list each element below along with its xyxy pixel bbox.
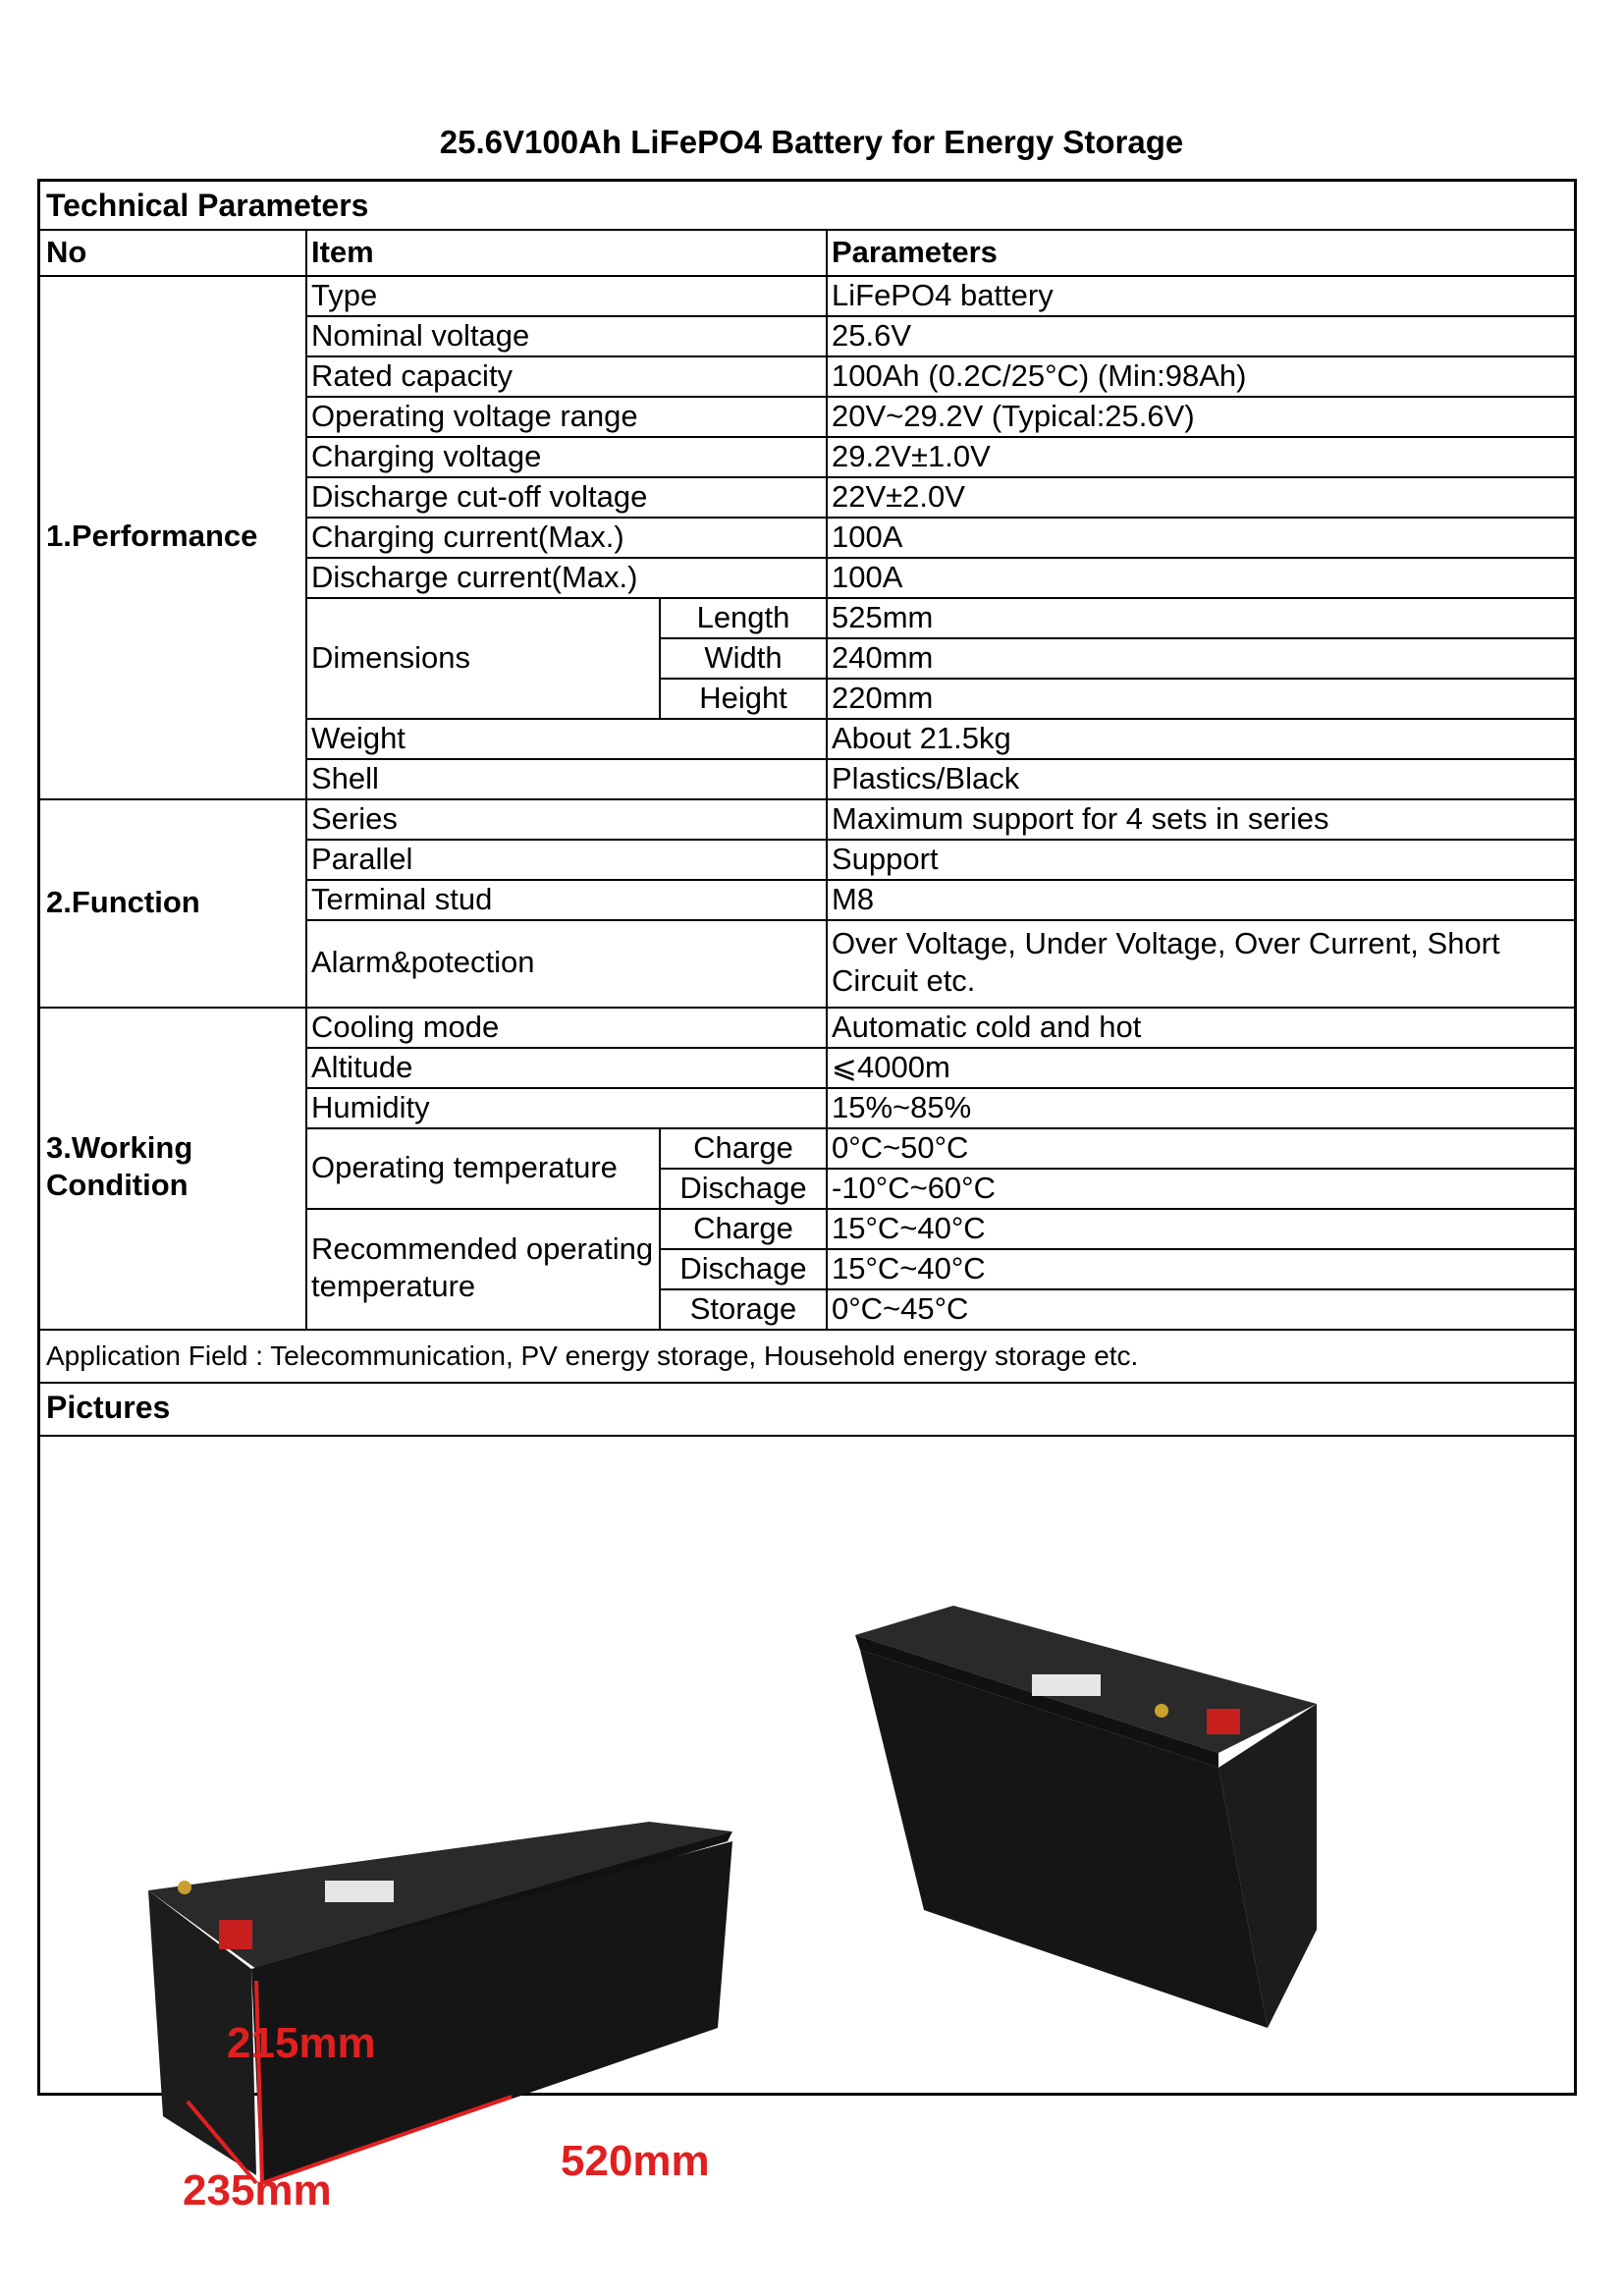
- dimension-height-value: 220mm: [832, 681, 934, 715]
- height-dimension-label: 215mm: [227, 2019, 376, 2067]
- item-shell: Shell: [311, 761, 379, 795]
- column-divider: [826, 229, 828, 1329]
- terminal-icon: [178, 1881, 191, 1894]
- row-divider: [40, 275, 1574, 277]
- item-series: Series: [311, 801, 398, 836]
- row-divider: [305, 1047, 1574, 1049]
- battery-label-sticker: [1032, 1674, 1101, 1696]
- row-divider: [659, 1168, 1574, 1170]
- rec-temp-charge-label: Charge: [693, 1211, 793, 1245]
- column-divider: [305, 229, 307, 1329]
- value-type: LiFePO4 battery: [832, 278, 1054, 312]
- row-divider: [305, 597, 1574, 599]
- item-dimensions: Dimensions: [311, 640, 470, 675]
- row-divider: [305, 758, 1574, 760]
- row-divider: [305, 1087, 1574, 1089]
- row-divider: [305, 396, 1574, 398]
- item-terminal-stud: Terminal stud: [311, 882, 493, 916]
- battery-photo: [806, 1537, 1395, 2087]
- value-shell: Plastics/Black: [832, 761, 1020, 795]
- row-divider: [305, 557, 1574, 559]
- row-divider: [659, 637, 1574, 639]
- value-operating-voltage-range: 20V~29.2V (Typical:25.6V): [832, 399, 1195, 433]
- row-divider: [305, 315, 1574, 317]
- group-working-condition: 3.Working Condition: [46, 1130, 193, 1202]
- item-cooling-mode: Cooling mode: [311, 1010, 500, 1044]
- row-divider: [305, 355, 1574, 357]
- value-discharge-cutoff-voltage: 22V±2.0V: [832, 479, 965, 514]
- row-divider: [659, 1288, 1574, 1290]
- value-terminal-stud: M8: [832, 882, 875, 916]
- item-type: Type: [311, 278, 378, 312]
- row-divider: [659, 1248, 1574, 1250]
- terminal-cap-icon: [219, 1920, 252, 1949]
- value-weight: About 21.5kg: [832, 721, 1011, 755]
- value-altitude: ⩽4000m: [832, 1050, 950, 1084]
- column-header-no: No: [46, 235, 87, 269]
- row-divider: [305, 1127, 1574, 1129]
- item-humidity: Humidity: [311, 1090, 430, 1124]
- value-humidity: 15%~85%: [832, 1090, 972, 1124]
- battery-photo-dimensioned: [129, 1596, 806, 2254]
- item-operating-voltage-range: Operating voltage range: [311, 399, 638, 433]
- op-temp-charge-label: Charge: [693, 1130, 793, 1165]
- value-charging-voltage: 29.2V±1.0V: [832, 439, 991, 473]
- item-discharge-current: Discharge current(Max.): [311, 560, 638, 594]
- terminal-cap-icon: [1207, 1709, 1240, 1734]
- group-performance: 1.Performance: [46, 519, 258, 553]
- battery-label-sticker: [325, 1881, 394, 1902]
- row-divider: [305, 718, 1574, 720]
- item-recommended-temperature-line2: temperature: [311, 1269, 476, 1303]
- op-temp-discharge-value: -10°C~60°C: [832, 1171, 996, 1205]
- row-divider: [40, 229, 1574, 231]
- column-header-parameters: Parameters: [832, 235, 998, 269]
- value-nominal-voltage: 25.6V: [832, 318, 912, 353]
- row-divider: [305, 839, 1574, 841]
- value-cooling-mode: Automatic cold and hot: [832, 1010, 1142, 1044]
- value-series: Maximum support for 4 sets in series: [832, 801, 1329, 836]
- row-divider: [40, 1007, 1574, 1009]
- value-charging-current: 100A: [832, 519, 903, 554]
- item-charging-current: Charging current(Max.): [311, 519, 624, 554]
- group-function: 2.Function: [46, 885, 200, 919]
- value-rated-capacity: 100Ah (0.2C/25°C) (Min:98Ah): [832, 358, 1247, 393]
- op-temp-charge-value: 0°C~50°C: [832, 1130, 969, 1165]
- row-divider: [305, 436, 1574, 438]
- column-header-item: Item: [311, 235, 374, 269]
- length-dimension-label: 520mm: [561, 2137, 710, 2185]
- rec-temp-storage-value: 0°C~45°C: [832, 1291, 969, 1326]
- row-divider: [40, 1435, 1574, 1437]
- item-parallel: Parallel: [311, 842, 413, 876]
- dimension-width-value: 240mm: [832, 640, 934, 675]
- pictures-header: Pictures: [46, 1390, 171, 1425]
- rec-temp-storage-label: Storage: [689, 1291, 797, 1326]
- value-parallel: Support: [832, 842, 939, 876]
- item-rated-capacity: Rated capacity: [311, 358, 514, 393]
- item-alarm-protection: Alarm&potection: [311, 945, 535, 979]
- item-altitude: Altitude: [311, 1050, 413, 1084]
- page-title: 25.6V100Ah LiFePO4 Battery for Energy Storage: [439, 124, 1184, 160]
- spec-sheet: [37, 179, 1577, 2214]
- row-divider: [305, 919, 1574, 921]
- row-divider: [40, 798, 1574, 800]
- row-divider: [305, 517, 1574, 519]
- value-alarm-protection-line1: Over Voltage, Under Voltage, Over Current, Short: [832, 926, 1500, 960]
- op-temp-discharge-label: Dischage: [679, 1171, 807, 1205]
- row-divider: [40, 1382, 1574, 1384]
- rec-temp-charge-value: 15°C~40°C: [832, 1211, 986, 1245]
- dimension-width-label: Width: [704, 640, 783, 675]
- row-divider: [40, 1329, 1574, 1331]
- application-field: Application Field : Telecommunication, PV energy storage, Household energy storage etc.: [46, 1340, 1139, 1371]
- value-alarm-protection-line2: Circuit etc.: [832, 963, 976, 998]
- item-recommended-temperature-line1: Recommended operating: [311, 1231, 654, 1266]
- rec-temp-discharge-value: 15°C~40°C: [832, 1251, 986, 1285]
- item-nominal-voltage: Nominal voltage: [311, 318, 530, 353]
- terminal-icon: [1155, 1704, 1168, 1718]
- value-discharge-current: 100A: [832, 560, 903, 594]
- row-divider: [305, 1208, 1574, 1210]
- rec-temp-discharge-label: Dischage: [679, 1251, 807, 1285]
- item-discharge-cutoff-voltage: Discharge cut-off voltage: [311, 479, 648, 514]
- dimension-length-value: 525mm: [832, 600, 934, 634]
- item-operating-temperature: Operating temperature: [311, 1150, 618, 1184]
- width-dimension-label: 235mm: [183, 2166, 332, 2214]
- item-weight: Weight: [311, 721, 406, 755]
- dimension-height-label: Height: [699, 681, 787, 715]
- dimension-length-label: Length: [696, 600, 790, 634]
- row-divider: [659, 678, 1574, 680]
- row-divider: [305, 879, 1574, 881]
- row-divider: [305, 476, 1574, 478]
- section-header: Technical Parameters: [46, 188, 369, 223]
- item-charging-voltage: Charging voltage: [311, 439, 542, 473]
